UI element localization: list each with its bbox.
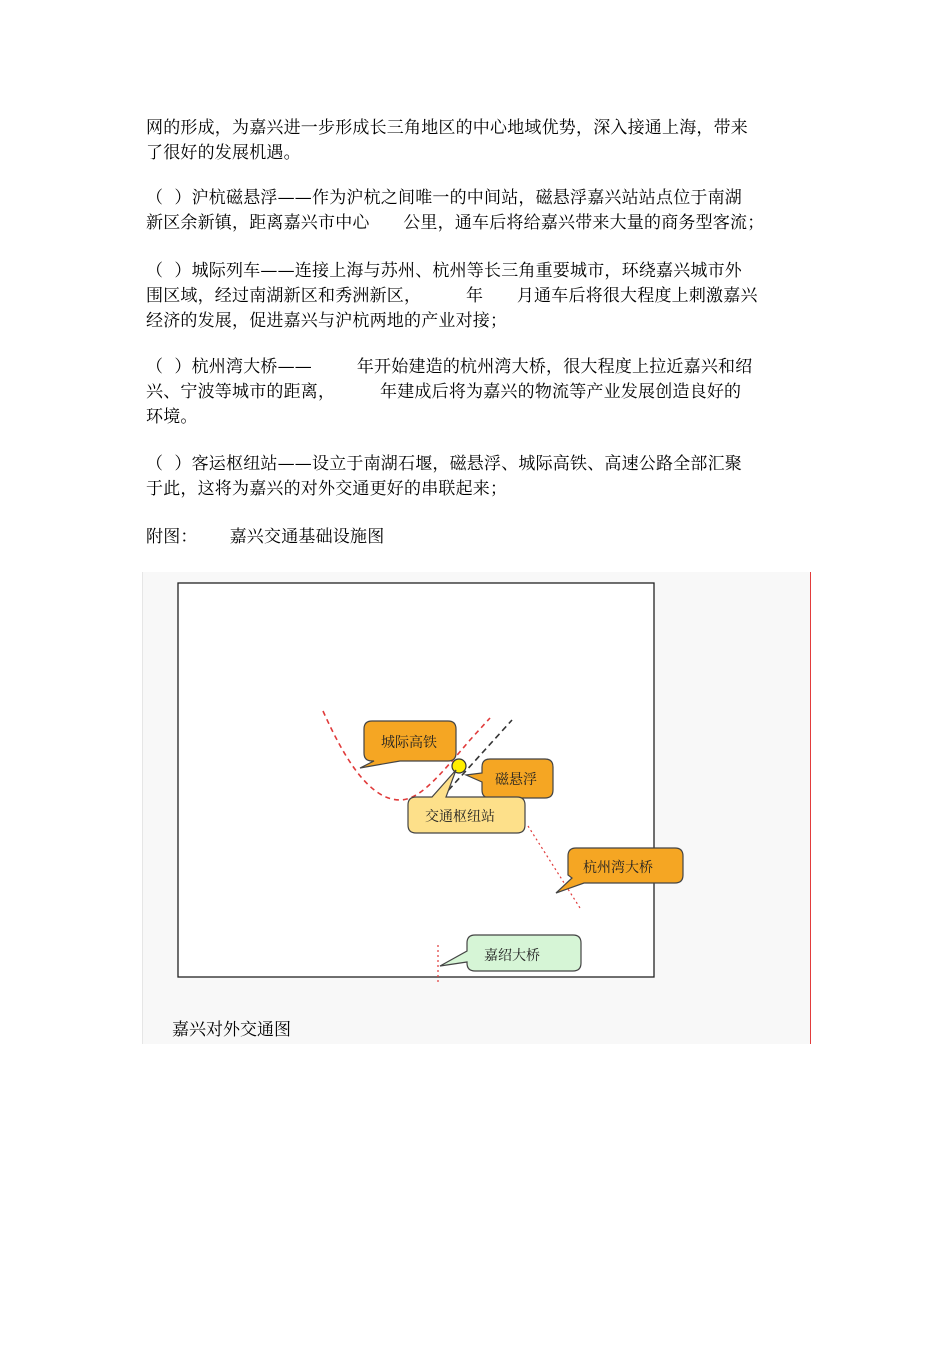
attached-figure-prefix: 附图： (146, 527, 198, 547)
text-line: （ ）城际列车——连接上海与苏州、杭州等长三角重要城市，环绕嘉兴城市外 (146, 261, 743, 281)
station-marker (452, 759, 466, 773)
callout-maglev-label: 磁悬浮 (495, 772, 537, 788)
text-line: 新区余新镇，距离嘉兴市中心 公里，通车后将给嘉兴带来大量的商务型客流； (146, 213, 765, 233)
text-line: 于此，这将为嘉兴的对外交通更好的串联起来； (146, 479, 508, 499)
text-line: （ ）客运枢纽站——设立于南湖石堰，磁悬浮、城际高铁、高速公路全部汇聚 (146, 454, 743, 474)
text-line: 网的形成，为嘉兴进一步形成长三角地区的中心地域优势，深入接通上海，带来 (146, 118, 748, 138)
text-line: 环境。 (146, 407, 198, 427)
text-line: 了很好的发展机遇。 (146, 143, 301, 163)
callout-intercity-rail (360, 721, 456, 768)
map-frame (178, 583, 654, 977)
text-line: （ ）沪杭磁悬浮——作为沪杭之间唯一的中间站，磁悬浮嘉兴站站点位于南湖 (146, 188, 743, 208)
text-line: 经济的发展，促进嘉兴与沪杭两地的产业对接； (146, 311, 508, 331)
callout-jiashao-bridge-label: 嘉绍大桥 (484, 948, 540, 964)
text-line: 围区域，经过南湖新区和秀洲新区， 年 月通车后将很大程度上刺激嘉兴 (146, 286, 758, 306)
attached-figure-title: 嘉兴交通基础设施图 (229, 527, 385, 547)
text-line: 兴、宁波等城市的距离， 年建成后将为嘉兴的物流等产业发展创造良好的 (146, 382, 742, 402)
callout-intercity-rail-label: 城际高铁 (381, 735, 437, 751)
callout-transport-hub-label: 交通枢纽站 (425, 809, 495, 825)
figure-caption: 嘉兴对外交通图 (172, 1020, 291, 1040)
text-line: （ ）杭州湾大桥—— 年开始建造的杭州湾大桥，很大程度上拉近嘉兴和绍 (146, 357, 753, 377)
callout-hangzhou-bay-bridge-label: 杭州湾大桥 (583, 860, 653, 876)
